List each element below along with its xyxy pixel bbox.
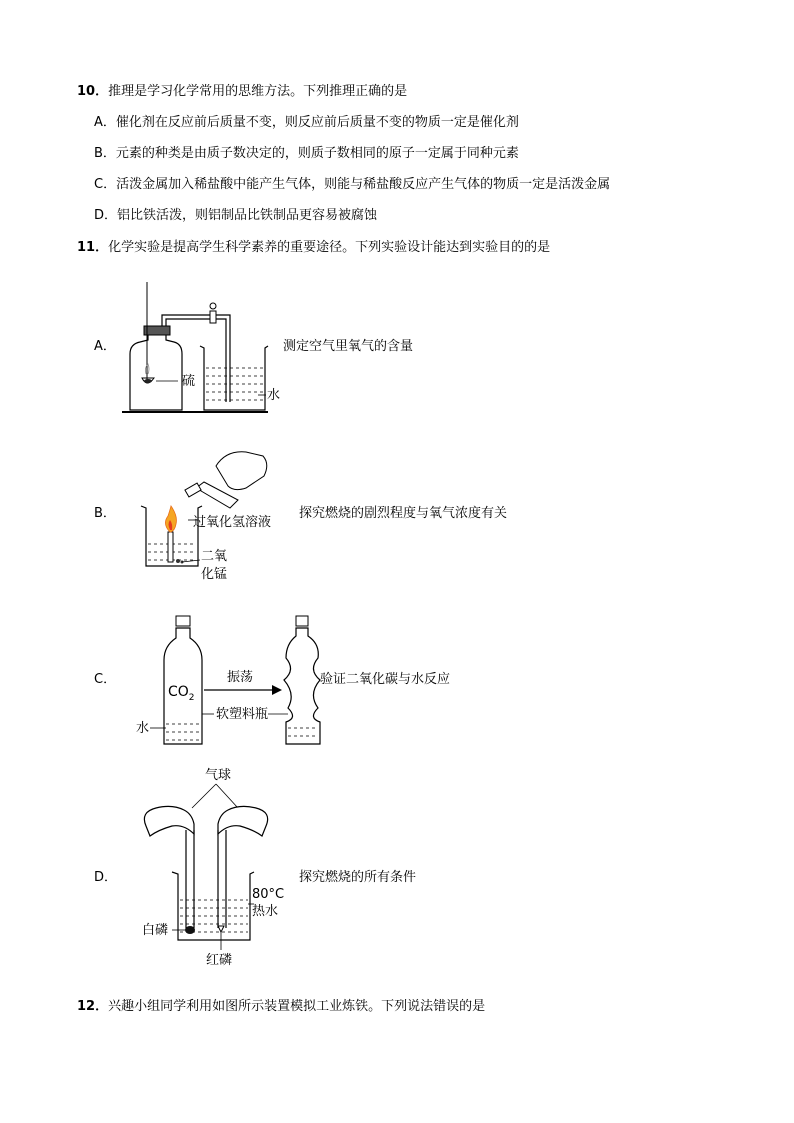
q12-stem-line	[77, 999, 485, 1015]
q11-stem: 化学实验是提高学生科学素养的重要途径。下列实验设计能达到实验目的的是	[108, 240, 551, 255]
q11-number: 11．	[77, 240, 109, 255]
apparatus-d-drawing	[138, 768, 308, 973]
label-80c: 80°C	[252, 887, 285, 902]
label-soft-plastic-bottle: 软塑料瓶	[216, 707, 269, 722]
q12-stem: 兴趣小组同学利用如图所示装置模拟工业炼铁。下列说法错误的是	[108, 999, 486, 1014]
label-shake: 振荡	[227, 670, 254, 685]
label-hydrogen-peroxide: 过氧化氢溶液	[193, 515, 272, 530]
q11-option-b-purpose: 探究燃烧的剧烈程度与氧气浓度有关	[299, 506, 508, 521]
label-balloon: 气球	[205, 768, 232, 783]
q11-stem-line	[77, 240, 550, 256]
q10-stem: 推理是学习化学常用的思维方法。下列推理正确的是	[108, 84, 408, 99]
q10-option-c: C．活泼金属加入稀盐酸中能产生气体，则能与稀盐酸反应产生气体的物质一定是活泼金属	[94, 177, 611, 192]
label-white-phosphorus: 白磷	[142, 923, 169, 938]
q11-option-c-purpose: 验证二氧化碳与水反应	[320, 672, 451, 687]
q11-option-d-letter: D．	[94, 870, 118, 885]
apparatus-a-drawing	[120, 282, 290, 417]
label-mno2-line1: 二氧	[201, 549, 228, 564]
q10-option-d: D．铝比铁活泼，则铝制品比铁制品更容易被腐蚀	[94, 208, 378, 223]
q12-number: 12．	[77, 999, 109, 1014]
q10-number: 10．	[77, 84, 109, 99]
label-water-c: 水	[136, 721, 150, 736]
figure-d-phosphorus-beaker	[138, 768, 308, 973]
q11-option-b-letter: B．	[94, 506, 116, 521]
q10-option-a: A．催化剂在反应前后质量不变，则反应前后质量不变的物质一定是催化剂	[94, 115, 519, 130]
label-hot-water: 热水	[252, 904, 279, 919]
label-sulfur: 硫	[182, 374, 196, 389]
figure-c-co2-bottles	[132, 614, 332, 749]
label-co2: $CO_2$	[168, 684, 195, 703]
figure-b-combustion-beaker	[138, 448, 288, 583]
figure-a-oxygen-apparatus	[120, 282, 290, 417]
label-red-phosphorus: 红磷	[206, 953, 233, 968]
q11-option-a-purpose: 测定空气里氧气的含量	[283, 339, 414, 354]
q10-stem-line	[77, 84, 407, 100]
label-water-a: 水	[267, 388, 281, 403]
q10-option-b: B．元素的种类是由质子数决定的，则质子数相同的原子一定属于同种元素	[94, 146, 519, 161]
label-mno2-line2: 化锰	[201, 567, 228, 582]
q11-option-d-purpose: 探究燃烧的所有条件	[299, 870, 417, 885]
q11-option-a-letter: A．	[94, 339, 116, 354]
q11-option-c-letter: C．	[94, 672, 117, 687]
